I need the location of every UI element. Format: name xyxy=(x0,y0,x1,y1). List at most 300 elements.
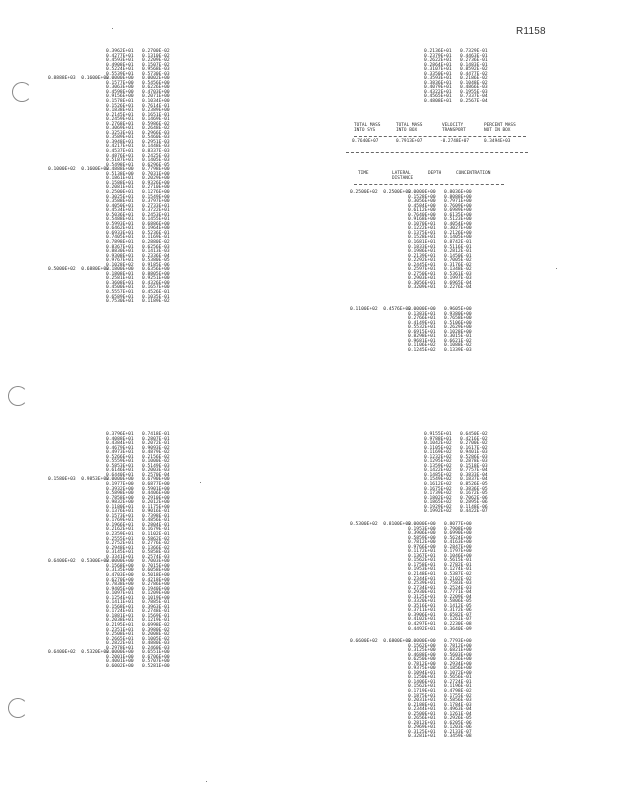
right-dist-table-3 xyxy=(350,523,480,632)
row-value: 0.4217E+01 xyxy=(106,144,134,150)
row-value: 0.1679E-01 xyxy=(142,527,170,533)
row-value: 0.6621E-02 xyxy=(444,338,472,344)
row-value: 0.9251E+00 xyxy=(142,276,170,282)
row-label: 0.8888E+03 0.1600E+02 xyxy=(48,76,109,82)
row-value: 0.5149E-03 xyxy=(142,463,170,469)
row-value: 0.2445E+01 xyxy=(408,262,436,268)
row-value: 0.3063E+00 xyxy=(106,85,134,91)
row-value: 0.3281E+01 xyxy=(408,734,436,740)
row-value: 0.5018E+00 xyxy=(142,572,170,578)
row-value: 0.2508E+01 xyxy=(106,632,134,638)
row-value: 0.2344E+01 xyxy=(408,576,436,582)
summary-value-1: 0.7640E+07 xyxy=(352,139,379,144)
row-value: 0.2951E-03 xyxy=(142,139,170,145)
row-value: 0.6990E+00 xyxy=(444,531,472,537)
row-value: 0.2622E+01 xyxy=(424,58,452,64)
dist-header-rule xyxy=(354,184,504,185)
row-value: 0.4054E+00 xyxy=(444,221,472,227)
row-value: 0.2072E-01 xyxy=(142,441,170,447)
summary-header-3: VELOCITY TRANSPORT xyxy=(442,123,466,133)
row-value: 0.1549E+00 xyxy=(142,194,170,200)
row-value: 0.2136E+01 xyxy=(424,49,452,54)
binder-hole-bottom xyxy=(8,698,28,718)
row-value: 0.2629E+00 xyxy=(444,325,472,331)
row-value: 0.4492E+01 xyxy=(408,626,436,632)
row-value: 0.1219E-01 xyxy=(142,618,170,624)
row-value: 0.4534E+01 xyxy=(106,208,134,214)
row-value: 0.8830E+01 xyxy=(106,249,134,255)
row-value: 0.2878E-03 xyxy=(460,459,488,465)
row-value: 0.5615E-01 xyxy=(444,558,472,564)
row-value: 0.3962E+01 xyxy=(106,49,134,54)
row-value: 0.6450E-02 xyxy=(460,432,488,437)
row-value: 0.2230E-08 xyxy=(444,622,472,628)
row-value: 0.5707E+00 xyxy=(142,659,170,665)
row-value: 0.7812E+00 xyxy=(408,540,436,546)
row-label: 0.6400E+02 0.5320E+02 xyxy=(48,650,109,656)
row-value: 0.5236E-01 xyxy=(142,230,170,236)
row-value: 0.4079E+01 xyxy=(424,85,452,91)
row-value: 0.1755E-02 xyxy=(444,693,472,699)
row-value: 0.1485E+02 xyxy=(424,472,452,478)
row-value: 0.3722E+01 xyxy=(142,208,170,214)
row-value: 0.1348E-02 xyxy=(444,267,472,273)
row-value: 0.1250E+01 xyxy=(408,675,436,681)
row-value: 0.4322E+01 xyxy=(424,89,452,95)
row-value: 0.3589E+01 xyxy=(106,135,134,141)
row-value: 0.2071E+00 xyxy=(142,94,170,100)
row-value: 0.2864E+01 xyxy=(424,62,452,68)
row-value: 0.2847E+00 xyxy=(444,544,472,550)
row-value: 0.3836E-05 xyxy=(460,486,488,492)
row-value: 0.9766E+00 xyxy=(408,544,436,550)
row-value: 0.2807E-01 xyxy=(142,436,170,442)
row-value: 0.1261E-07 xyxy=(444,617,472,623)
row-value: 0.5187E+01 xyxy=(106,158,134,164)
row-value: 0.3588E+01 xyxy=(106,199,134,205)
row-value: 0.6582E-07 xyxy=(444,612,472,618)
row-value: 0.4856E-01 xyxy=(142,518,170,524)
section-divider xyxy=(346,152,528,153)
row-value: 0.7031E+00 xyxy=(142,171,170,177)
row-value: 0.3145E+01 xyxy=(106,550,134,556)
dist-header-time: TIME xyxy=(358,171,369,176)
row-value: 0.6205E-06 xyxy=(444,720,472,726)
row-value: 0.1953E+01 xyxy=(408,567,436,573)
row-value: 0.2081E+01 xyxy=(106,185,134,191)
row-value: 0.5853E+01 xyxy=(106,463,134,469)
row-value: 0.1105E+02 xyxy=(424,445,452,451)
row-value: 0.1955E-03 xyxy=(460,89,488,95)
row-value: 0.3516E+01 xyxy=(408,603,436,609)
table-row xyxy=(350,286,480,291)
row-value: 0.8337E-03 xyxy=(142,149,170,155)
row-value: 0.8367E+01 xyxy=(106,244,134,250)
row-value: 0.2570E-04 xyxy=(142,472,170,478)
row-value: 0.5138E+00 xyxy=(106,171,134,177)
row-value: 0.3980E-02 xyxy=(142,627,170,633)
row-value: 0.4798E-02 xyxy=(444,689,472,695)
row-value: 0.6915E+01 xyxy=(408,329,436,335)
row-value: 0.2750E+01 xyxy=(408,271,436,277)
row-value: 0.9093E-02 xyxy=(142,445,170,451)
row-value: 0.2948E+01 xyxy=(106,545,134,551)
row-value: 0.1588E+01 xyxy=(106,180,134,186)
row-value: 0.7771E-04 xyxy=(444,590,472,596)
row-value: 0.5603E+00 xyxy=(444,652,472,658)
row-value: 0.5488E+01 xyxy=(106,217,134,223)
row-value: 0.5266E+01 xyxy=(106,454,134,460)
row-value: 0.6998E-02 xyxy=(142,622,170,628)
row-value: 0.7858E+00 xyxy=(106,495,134,501)
row-value: 0.1097E+01 xyxy=(106,591,134,597)
row-value: 0.1568E+01 xyxy=(106,604,134,610)
row-value: 0.6790E+00 xyxy=(142,477,170,483)
row-value: 0.3833E-04 xyxy=(460,472,488,478)
row-value: 0.4808E+01 xyxy=(424,99,452,105)
row-value: 0.1274E-01 xyxy=(444,567,472,573)
row-value: 0.1450E-01 xyxy=(444,253,472,259)
row-value: 0.1758E+01 xyxy=(408,562,436,568)
row-value: 0.1469E-01 xyxy=(142,117,170,123)
row-value: 0.1577E+00 xyxy=(106,80,134,86)
row-value: 0.1189E-02 xyxy=(142,299,170,305)
row-value: 0.9155E+01 xyxy=(424,432,452,437)
row-value: 0.5806E-05 xyxy=(444,599,472,605)
row-value: 0.8036E+00 xyxy=(444,190,472,195)
row-value: 0.4908E+01 xyxy=(106,62,134,68)
row-value: 0.4879E-02 xyxy=(142,450,170,456)
row-value: 0.1261E-04 xyxy=(444,711,472,717)
row-value: 0.1072E+00 xyxy=(444,670,472,676)
row-value: 0.5858E-03 xyxy=(142,550,170,556)
row-value: 0.1413E-03 xyxy=(142,249,170,255)
row-value: 0.1042E+02 xyxy=(424,441,452,447)
row-value: 0.1672E-05 xyxy=(460,491,488,497)
row-value: 0.1172E+01 xyxy=(408,549,436,555)
row-value: 0.5456E+00 xyxy=(142,80,170,86)
row-value: 0.8077E+00 xyxy=(444,522,472,527)
table-row xyxy=(48,300,178,305)
row-value: 0.1209E+00 xyxy=(142,591,170,597)
row-value: 0.2926E-05 xyxy=(444,716,472,722)
row-value: 0.7908E+00 xyxy=(444,526,472,532)
row-value: 0.8526E-05 xyxy=(460,482,488,488)
row-value: 0.3608E+01 xyxy=(106,280,134,286)
row-value: 0.2145E+01 xyxy=(106,112,134,118)
row-value: 0.2186E-02 xyxy=(460,76,488,82)
row-value: 0.7614E-01 xyxy=(142,103,170,109)
row-value: 0.2389E+00 xyxy=(142,108,170,114)
row-value: 0.1940E+00 xyxy=(142,586,170,592)
row-value: 0.1046E+00 xyxy=(444,553,472,559)
row-value: 0.3176E-02 xyxy=(444,262,472,268)
row-value: 0.1651E-01 xyxy=(142,112,170,118)
row-value: 0.2724E-01 xyxy=(444,679,472,685)
row-value: 0.6112E+00 xyxy=(408,208,436,214)
row-value: 0.2786E+00 xyxy=(142,582,170,588)
row-value: 0.1573E+01 xyxy=(106,513,134,519)
row-value: 0.7405E+01 xyxy=(106,235,134,241)
row-value: 0.2665E+01 xyxy=(106,636,134,642)
row-value: 0.2736E-01 xyxy=(460,58,488,64)
document-id-label: R1158 xyxy=(516,26,546,37)
row-value: 0.6250E+00 xyxy=(408,657,436,663)
row-value: 0.5036E+01 xyxy=(106,212,134,218)
row-value: 0.1507E-02 xyxy=(142,62,170,68)
summary-value-2: 0.7913E+07 xyxy=(396,139,423,144)
row-value: 0.5532E+01 xyxy=(408,325,436,331)
row-value: 0.2126E+00 xyxy=(444,230,472,236)
row-value: 0.7398E-01 xyxy=(142,513,170,519)
summary-header-1: TOTAL MASS INTO SYS xyxy=(354,123,381,133)
row-value: 0.3056E+00 xyxy=(408,199,436,205)
row-value: 0.1724E+01 xyxy=(106,609,134,615)
row-value: 0.2276E-04 xyxy=(444,285,472,291)
row-value: 0.2500E+01 xyxy=(106,189,134,195)
row-value: 0.4297E+01 xyxy=(408,622,436,628)
row-value: 0.1992E+02 xyxy=(424,509,452,515)
row-value: 0.1422E+02 xyxy=(424,468,452,474)
row-value: 0.1148E-06 xyxy=(460,504,488,510)
row-value: 0.2008E-02 xyxy=(142,632,170,638)
right-bottom-table xyxy=(424,433,496,515)
row-value: 0.3906E+00 xyxy=(408,531,436,537)
row-value: 0.2539E+01 xyxy=(408,581,436,587)
row-value: 0.2567E-04 xyxy=(460,99,488,105)
row-value: 0.2344E+01 xyxy=(408,707,436,713)
row-value: 0.7329E-01 xyxy=(460,49,488,54)
row-value: 0.2195E+01 xyxy=(106,622,134,628)
row-value: 0.2581E+01 xyxy=(106,276,134,282)
row-value: 0.7757E-04 xyxy=(460,468,488,474)
row-value: 0.6058E+00 xyxy=(142,568,170,574)
row-value: 0.2102E-02 xyxy=(444,576,472,582)
row-value: 0.2003E-03 xyxy=(142,468,170,474)
row-value: 0.6440E+01 xyxy=(106,472,134,478)
row-value: 0.5986E-02 xyxy=(142,121,170,127)
row-value: 0.2555E+01 xyxy=(106,536,134,542)
row-value: 0.3209E+01 xyxy=(408,285,436,291)
row-value: 0.2969E+01 xyxy=(408,725,436,731)
row-value: 0.2460E-03 xyxy=(142,645,170,651)
row-value: 0.2012E+00 xyxy=(142,500,170,506)
row-value: 0.7583E-03 xyxy=(444,581,472,587)
row-value: 0.1784E-03 xyxy=(444,702,472,708)
row-value: 0.2966E-03 xyxy=(142,130,170,136)
row-value: 0.2162E+01 xyxy=(106,527,134,533)
row-value: 0.1518E-03 xyxy=(460,463,488,469)
row-value: 0.1966E+01 xyxy=(106,522,134,528)
row-value: 0.5116E-01 xyxy=(444,244,472,250)
row-value: 0.2782E-01 xyxy=(444,562,472,568)
row-value: 0.4876E+01 xyxy=(106,153,134,159)
row-value: 0.7609E+00 xyxy=(444,203,472,209)
row-value: 0.4050E+01 xyxy=(106,203,134,209)
table-row xyxy=(350,735,480,740)
row-value: 0.5123E+00 xyxy=(444,217,472,223)
row-value: 0.0000E+00 xyxy=(408,639,436,644)
row-value: 0.1833E+01 xyxy=(408,244,436,250)
row-value: 0.1028E+02 xyxy=(106,262,134,268)
row-value: 0.7003E+00 xyxy=(142,559,170,565)
row-value: 0.4679E+01 xyxy=(106,445,134,451)
row-value: 0.5730E-03 xyxy=(142,71,170,77)
row-value: 0.1865E+02 xyxy=(424,500,452,506)
row-value: 0.9375E+00 xyxy=(408,666,436,672)
row-value: 0.3172E-06 xyxy=(444,608,472,614)
row-value: 0.2351E+01 xyxy=(106,627,134,633)
row-value: 0.7337E-04 xyxy=(460,94,488,100)
row-value: 0.1562E+01 xyxy=(408,558,436,564)
row-value: 0.2148E+01 xyxy=(408,572,436,578)
row-value: 0.2895E-06 xyxy=(460,500,488,506)
row-value: 0.9681E+01 xyxy=(408,338,436,344)
row-value: 0.1797E+00 xyxy=(444,549,472,555)
row-value: 0.6989E+00 xyxy=(444,208,472,214)
row-value: 0.3015E-01 xyxy=(444,334,472,340)
summary-value-4: 0.3494E+03 xyxy=(484,139,511,144)
row-value: 0.1953E+00 xyxy=(408,526,436,532)
row-value: 0.6821E+00 xyxy=(444,648,472,654)
row-value: 0.2209E-02 xyxy=(142,58,170,64)
row-value: 0.6296E-05 xyxy=(142,162,170,168)
row-value: 0.9380E+00 xyxy=(444,311,472,317)
row-value: 0.1276E+00 xyxy=(142,189,170,195)
row-value: 0.5498E+01 xyxy=(106,162,134,168)
row-value: 0.3797E+00 xyxy=(142,199,170,205)
row-value: 0.2188E+01 xyxy=(408,702,436,708)
row-value: 0.4500E+01 xyxy=(106,285,134,291)
row-value: 0.5624E+00 xyxy=(444,535,472,541)
row-value: 0.1875E+01 xyxy=(408,693,436,699)
row-value: 0.5539E+01 xyxy=(106,71,134,77)
row-value: 0.1383E+01 xyxy=(408,311,436,317)
right-dist-table-4 xyxy=(350,640,480,740)
row-value: 0.0000E+00 xyxy=(106,650,134,656)
row-value: 0.6270E+00 xyxy=(106,577,134,583)
row-value: 0.1376E+01 xyxy=(106,509,134,515)
row-value: 0.4963E-04 xyxy=(444,707,472,713)
row-value: 0.1861E+01 xyxy=(106,176,134,182)
row-value: 0.1802E+02 xyxy=(424,495,452,501)
row-value: 0.2156E-02 xyxy=(142,454,170,460)
row-value: 0.4102E+01 xyxy=(408,617,436,623)
row-value: 0.1881E+01 xyxy=(106,613,134,619)
row-value: 0.4088E+01 xyxy=(106,436,134,442)
row-value: 0.1568E+00 xyxy=(106,563,134,569)
row-value: 0.5862E-02 xyxy=(142,536,170,542)
row-value: 0.7798E+00 xyxy=(142,167,170,173)
row-value: 0.3963E-01 xyxy=(142,604,170,610)
row-value: 0.1549E+02 xyxy=(424,477,452,483)
row-label: 0.5300E+02 0.8100E+02 xyxy=(350,522,411,527)
row-value: 0.6146E+01 xyxy=(106,468,134,474)
row-value: 0.1681E+01 xyxy=(408,240,436,246)
row-value: 0.1657E+00 xyxy=(142,285,170,291)
row-value: 0.4406E+00 xyxy=(142,491,170,497)
row-value: 0.1569E-01 xyxy=(142,613,170,619)
dist-header-concentration: CONCENTRATION xyxy=(456,171,491,176)
row-value: 0.4163E+00 xyxy=(444,540,472,546)
row-value: 0.1359E+02 xyxy=(424,463,452,469)
row-value: 0.1028E+00 xyxy=(444,329,472,335)
row-value: 0.7005E-02 xyxy=(444,258,472,264)
row-value: 0.2359E+01 xyxy=(106,532,134,538)
row-value: 0.5286E-03 xyxy=(460,454,488,460)
row-value: 0.2001E+00 xyxy=(106,654,134,660)
row-value: 0.1964E+00 xyxy=(142,226,170,232)
row-value: 0.6226E+00 xyxy=(142,85,170,91)
row-value: 0.6462E+01 xyxy=(106,226,134,232)
row-value: 0.1222E+01 xyxy=(408,226,436,232)
row-value: 0.6877E+00 xyxy=(142,482,170,488)
row-value: 0.3932E+00 xyxy=(106,486,134,492)
row-value: 0.8298E+01 xyxy=(408,334,436,340)
row-value: 0.2978E+01 xyxy=(106,645,134,651)
row-value: 0.1375E+01 xyxy=(408,230,436,236)
row-value: 0.5859E+00 xyxy=(408,535,436,541)
row-value: 0.9405E+00 xyxy=(106,586,134,592)
right-top-table xyxy=(424,50,496,105)
row-value: 0.5901E+00 xyxy=(142,486,170,492)
row-value: 0.2648E-02 xyxy=(142,126,170,132)
row-value: 0.2766E+01 xyxy=(408,316,436,322)
row-value: 0.3125E+01 xyxy=(408,729,436,735)
row-value: 0.4463E-01 xyxy=(460,53,488,59)
row-value: 0.1612E+02 xyxy=(424,482,452,488)
row-value: 0.9832E+00 xyxy=(106,500,134,506)
row-value: 0.1617E-02 xyxy=(460,445,488,451)
row-value: 0.2734E+01 xyxy=(408,585,436,591)
row-label: 0.1100E+02 0.4576E+02 xyxy=(350,307,411,312)
row-value: 0.9788E+01 xyxy=(424,436,452,442)
row-value: 0.1245E+02 xyxy=(408,347,436,353)
row-value: 0.2710E+00 xyxy=(142,185,170,191)
row-value: 0.6933E+01 xyxy=(106,230,134,236)
row-value: 0.3948E+01 xyxy=(106,139,134,145)
row-value: 0.3107E+01 xyxy=(424,67,452,73)
row-value: 0.6135E+00 xyxy=(444,212,472,218)
row-value: 0.2139E+01 xyxy=(408,253,436,259)
row-value: 0.6256E-03 xyxy=(142,244,170,250)
row-value: 0.1800E+00 xyxy=(106,267,134,273)
row-value: 0.6706E+00 xyxy=(142,654,170,660)
scan-speck xyxy=(556,268,557,269)
row-value: 0.9308E+01 xyxy=(106,253,134,259)
row-value: 0.1997E-03 xyxy=(444,276,472,282)
row-value: 0.1986E+01 xyxy=(408,249,436,255)
right-dist-table-2 xyxy=(350,308,480,353)
row-value: 0.5380E-05 xyxy=(142,258,170,264)
row-value: 0.4149E+01 xyxy=(408,320,436,326)
row-value: 0.4703E+00 xyxy=(106,572,134,578)
row-value: 0.2880E-02 xyxy=(142,239,170,245)
row-value: 0.2748E-01 xyxy=(142,609,170,615)
row-value: 0.1405E-03 xyxy=(142,158,170,164)
row-value: 0.1169E+02 xyxy=(424,450,452,456)
row-value: 0.3069E+01 xyxy=(106,126,134,132)
row-value: 0.2524E-03 xyxy=(444,585,472,591)
row-value: 0.1339E-03 xyxy=(444,347,472,353)
row-value: 0.0002E+00 xyxy=(142,76,170,82)
row-value: 0.5387E-02 xyxy=(444,572,472,578)
row-value: 0.1483E-01 xyxy=(460,62,488,68)
row-value: 0.5856E-03 xyxy=(444,698,472,704)
row-value: 0.1175E+00 xyxy=(142,504,170,510)
row-value: 0.2379E+01 xyxy=(424,53,452,59)
row-value: 0.1094E+01 xyxy=(408,670,436,676)
